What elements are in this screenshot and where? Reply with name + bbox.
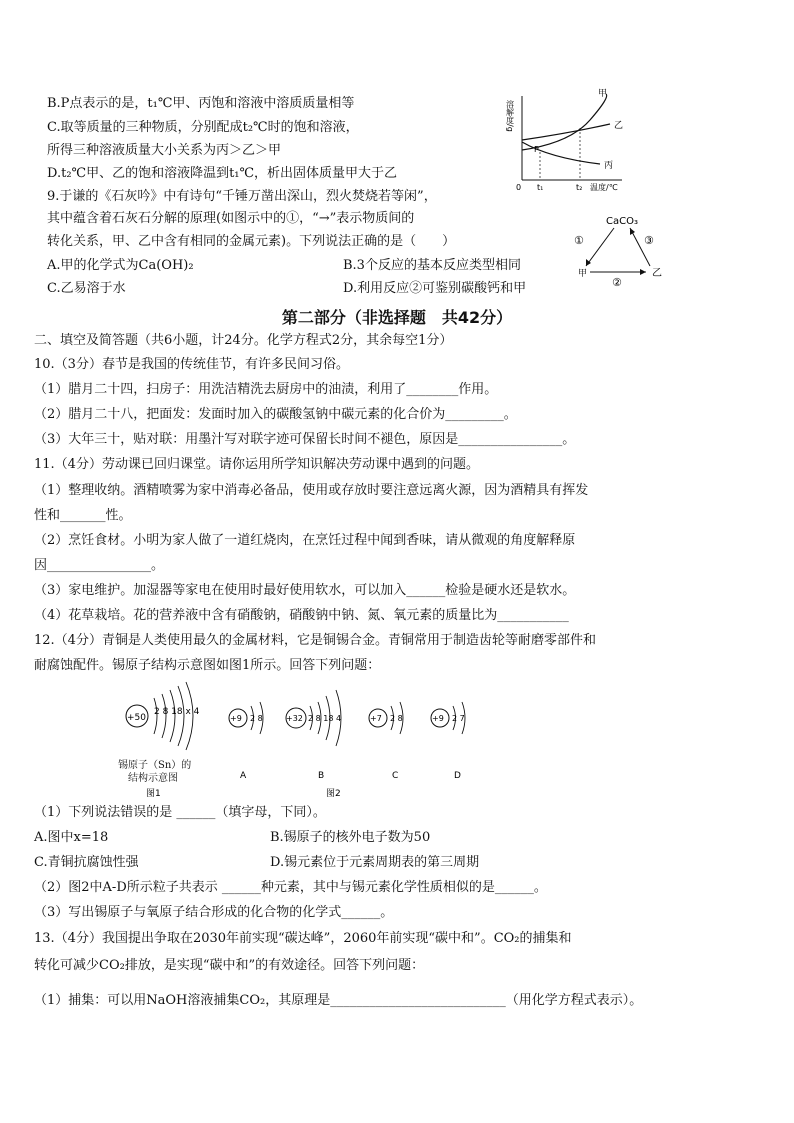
atom-d-shells: 2 7 bbox=[452, 714, 465, 723]
atom-b-shells: 2 8 18 4 bbox=[308, 714, 342, 723]
graph-xlabel: 温度/℃ bbox=[590, 183, 618, 192]
figure-1-label: 图1 bbox=[146, 789, 161, 799]
solubility-graph bbox=[505, 88, 650, 192]
q12-option-a: A.图中x=18 bbox=[34, 830, 109, 845]
atom-d-label: D bbox=[454, 771, 461, 781]
graph-t2: t₂ bbox=[576, 183, 583, 192]
graph-bing: 丙 bbox=[604, 161, 614, 171]
sn-caption-1: 锡原子（Sn）的 bbox=[118, 760, 192, 771]
option-c: C.取等质量的三种物质，分别配成t₂℃时的饱和溶液， bbox=[47, 120, 359, 135]
section-title: 第二部分（非选择题 共42分） bbox=[281, 308, 513, 327]
q9-option-b: B.3个反应的基本反应类型相同 bbox=[343, 258, 521, 273]
q12-stem-1: 12.（4分）青铜是人类使用最久的金属材料，它是铜锡合金。青铜常用于制造齿轮等耐磨零部件和 bbox=[34, 633, 596, 648]
q12-option-d: D.锡元素位于元素周期表的第三周期 bbox=[270, 855, 480, 870]
q9-stem-3: 转化关系，甲、乙中含有相同的金属元素)。下列说法正确的是（ ） bbox=[47, 234, 456, 249]
q11-part4: （4）花草栽培。花的营养液中含有硝酸钠，硝酸钠中钠、氮、氧元素的质量比为___________ bbox=[34, 608, 569, 623]
q9-option-d: D.利用反应②可鉴别碳酸钙和甲 bbox=[343, 281, 527, 296]
graph-jia: 甲 bbox=[598, 89, 608, 99]
q12-option-b: B.锡原子的核外电子数为50 bbox=[270, 830, 431, 845]
atom-d-nucleus: +9 bbox=[432, 714, 444, 723]
q12-option-c: C.青铜抗腐蚀性强 bbox=[34, 855, 139, 870]
graph-ylabel: 溶解度/g bbox=[505, 100, 515, 132]
cycle-r2: ② bbox=[612, 276, 622, 289]
q10-stem: 10.（3分）春节是我国的传统佳节，有许多民间习俗。 bbox=[34, 357, 349, 372]
sn-nucleus: +50 bbox=[127, 713, 146, 723]
q12-part2: （2）图2中A-D所示粒子共表示 ______种元素，其中与锡元素化学性质相似的是______。 bbox=[34, 880, 547, 895]
q13-stem-2: 转化可减少CO₂排放，是实现“碳中和”的有效途径。回答下列问题： bbox=[34, 958, 425, 973]
q11-stem: 11.（4分）劳动课已回归课堂。请你运用所学知识解决劳动课中遇到的问题。 bbox=[34, 457, 479, 472]
q12-part1: （1）下列说法错误的是 ______（填字母，下同）。 bbox=[34, 805, 326, 820]
cycle-r3: ③ bbox=[644, 234, 654, 247]
atom-c-label: C bbox=[392, 771, 399, 781]
q10-part1: （1）腊月二十四，扫房子：用洗洁精洗去厨房中的油渍，利用了________作用。 bbox=[34, 382, 498, 397]
q11-part2: （2）烹饪食材。小明为家人做了一道红烧肉，在烹饪过程中闻到香味，请从微观的角度解释原 bbox=[34, 533, 576, 548]
q11-part2-cont: 因________________。 bbox=[34, 558, 165, 573]
figure-2-label: 图2 bbox=[326, 789, 341, 799]
sn-shells: 2 8 18 x 4 bbox=[154, 707, 200, 717]
sn-caption-2: 结构示意图 bbox=[128, 773, 178, 784]
option-d: D.t₂℃甲、乙的饱和溶液降温到t₁℃，析出固体质量甲大于乙 bbox=[47, 166, 398, 181]
atom-b-nucleus: +32 bbox=[286, 714, 303, 723]
q13-stem-1: 13.（4分）我国提出争取在2030年前实现“碳达峰”，2060年前实现“碳中和”。CO₂的捕集和 bbox=[34, 931, 572, 946]
atom-a-shells: 2 8 bbox=[250, 714, 263, 723]
cycle-yi: 乙 bbox=[652, 268, 662, 279]
graph-p: P bbox=[534, 145, 539, 154]
q12-stem-2: 耐腐蚀配件。锡原子结构示意图如图1所示。回答下列问题： bbox=[34, 658, 381, 673]
q13-part1: （1）捕集：可以用NaOH溶液捕集CO₂，其原理是___________________________（用化学方程式表示）。 bbox=[34, 993, 643, 1008]
atom-c-shells: 2 8 bbox=[390, 714, 403, 723]
option-c-cont: 所得三种溶液质量大小关系为丙＞乙＞甲 bbox=[47, 143, 282, 158]
atom-a-label: A bbox=[240, 771, 247, 781]
atom-c-nucleus: +7 bbox=[370, 714, 382, 723]
option-b: B.P点表示的是，t₁℃甲、丙饱和溶液中溶质质量相等 bbox=[47, 96, 355, 111]
cycle-jia: 甲 bbox=[578, 269, 588, 279]
cycle-r1: ① bbox=[574, 234, 584, 247]
q10-part2: （2）腊月二十八，把面发：发面时加入的碳酸氢钠中碳元素的化合价为_________。 bbox=[34, 407, 517, 422]
q11-part3: （3）家电维护。加湿器等家电在使用时最好使用软水，可以加入______检验是硬水还是软水。 bbox=[34, 583, 576, 598]
section-2-heading: 二、填空及简答题（共6小题，计24分。化学方程式2分，其余每空1分） bbox=[34, 333, 453, 348]
graph-yi: 乙 bbox=[614, 121, 624, 131]
q10-part3: （3）大年三十，贴对联：用墨汁写对联字迹可保留长时间不褪色，原因是________________。 bbox=[34, 432, 576, 447]
atom-a-nucleus: +9 bbox=[230, 714, 242, 723]
graph-t1: t₁ bbox=[537, 183, 544, 192]
q11-part1-cont: 性和_______性。 bbox=[34, 508, 132, 523]
q9-option-a: A.甲的化学式为Ca(OH)₂ bbox=[47, 258, 194, 273]
q12-part3: （3）写出锡原子与氧原子结合形成的化合物的化学式______。 bbox=[34, 905, 394, 920]
transformation-cycle bbox=[572, 212, 672, 290]
atom-b-label: B bbox=[318, 771, 325, 781]
graph-origin: 0 bbox=[516, 183, 522, 192]
q9-option-c: C.乙易溶于水 bbox=[47, 281, 126, 296]
q9-stem-2: 其中蕴含着石灰石分解的原理(如图示中的①，“→”表示物质间的 bbox=[47, 211, 415, 226]
q11-part1: （1）整理收纳。酒精喷雾为家中消毒必备品，使用或存放时要注意远离火源，因为酒精具有挥发 bbox=[34, 483, 589, 498]
cycle-caco3: CaCO₃ bbox=[606, 216, 638, 227]
q9-stem-1: 9.于谦的《石灰吟》中有诗句“千锤万凿出深山，烈火焚烧若等闲”， bbox=[47, 189, 437, 204]
